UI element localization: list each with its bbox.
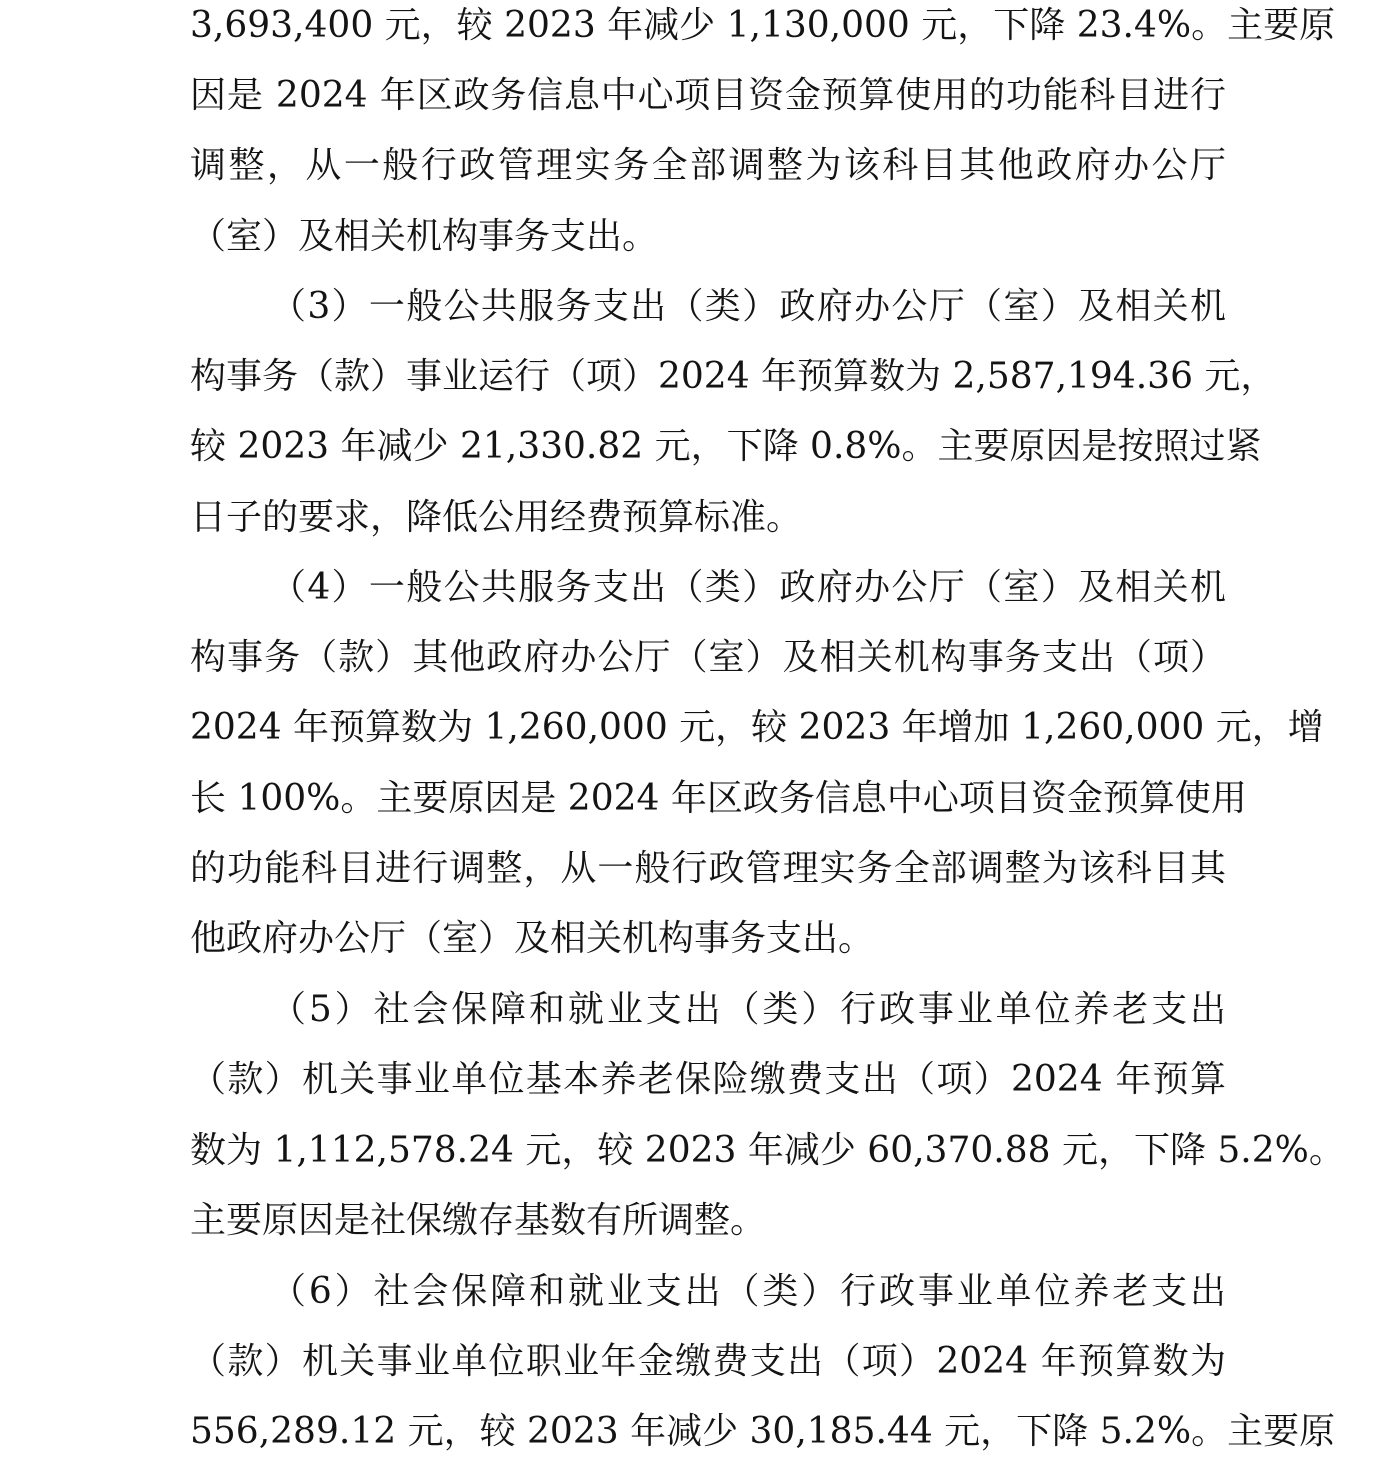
paragraph-4-line-4: 长 100%。主要原因是 2024 年区政务信息中心项目资金预算使用 [190,778,1247,819]
paragraph-6-line-2: （款）机关事业单位职业年金缴费支出（项）2024 年预算数为 [190,1341,1226,1382]
paragraph-1-line-4: （室）及相关机构事务支出。 [190,216,659,257]
paragraph-5-line-4: 主要原因是社保缴存基数有所调整。 [190,1200,767,1241]
paragraph-4-line-1: （4）一般公共服务支出（类）政府办公厅（室）及相关机 [270,567,1226,608]
paragraph-1-line-3: 调整，从一般行政管理实务全部调整为该科目其他政府办公厅 [190,145,1226,186]
paragraph-4-line-6: 他政府办公厅（室）及相关机构事务支出。 [190,918,875,959]
paragraph-4-line-3: 2024 年预算数为 1,260,000 元，较 2023 年增加 1,260,000 元，增 [190,707,1324,748]
paragraph-1-line-1: 3,693,400 元，较 2023 年减少 1,130,000 元，下降 23.4%。主要原 [190,5,1336,46]
paragraph-4-line-2: 构事务（款）其他政府办公厅（室）及相关机构事务支出（项） [190,637,1226,678]
paragraph-3-line-1: （3）一般公共服务支出（类）政府办公厅（室）及相关机 [270,286,1226,327]
paragraph-6-line-1: （6）社会保障和就业支出（类）行政事业单位养老支出 [270,1271,1226,1312]
paragraph-5-line-3: 数为 1,112,578.24 元，较 2023 年减少 60,370.88 元，下降 5.2%。 [190,1130,1345,1171]
paragraph-3-line-3: 较 2023 年减少 21,330.82 元，下降 0.8%。主要原因是按照过紧 [190,426,1262,467]
paragraph-3-line-4: 日子的要求，降低公用经费预算标准。 [190,497,803,538]
paragraph-1-line-2: 因是 2024 年区政务信息中心项目资金预算使用的功能科目进行 [190,75,1226,116]
paragraph-6-line-3: 556,289.12 元，较 2023 年减少 30,185.44 元，下降 5.2%。主要原 [190,1411,1336,1452]
paragraph-5-line-2: （款）机关事业单位基本养老保险缴费支出（项）2024 年预算 [190,1059,1226,1100]
paragraph-4-line-5: 的功能科目进行调整，从一般行政管理实务全部调整为该科目其 [190,848,1226,889]
paragraph-5-line-1: （5）社会保障和就业支出（类）行政事业单位养老支出 [270,989,1226,1030]
paragraph-3-line-2: 构事务（款）事业运行（项）2024 年预算数为 2,587,194.36 元， [190,356,1277,397]
